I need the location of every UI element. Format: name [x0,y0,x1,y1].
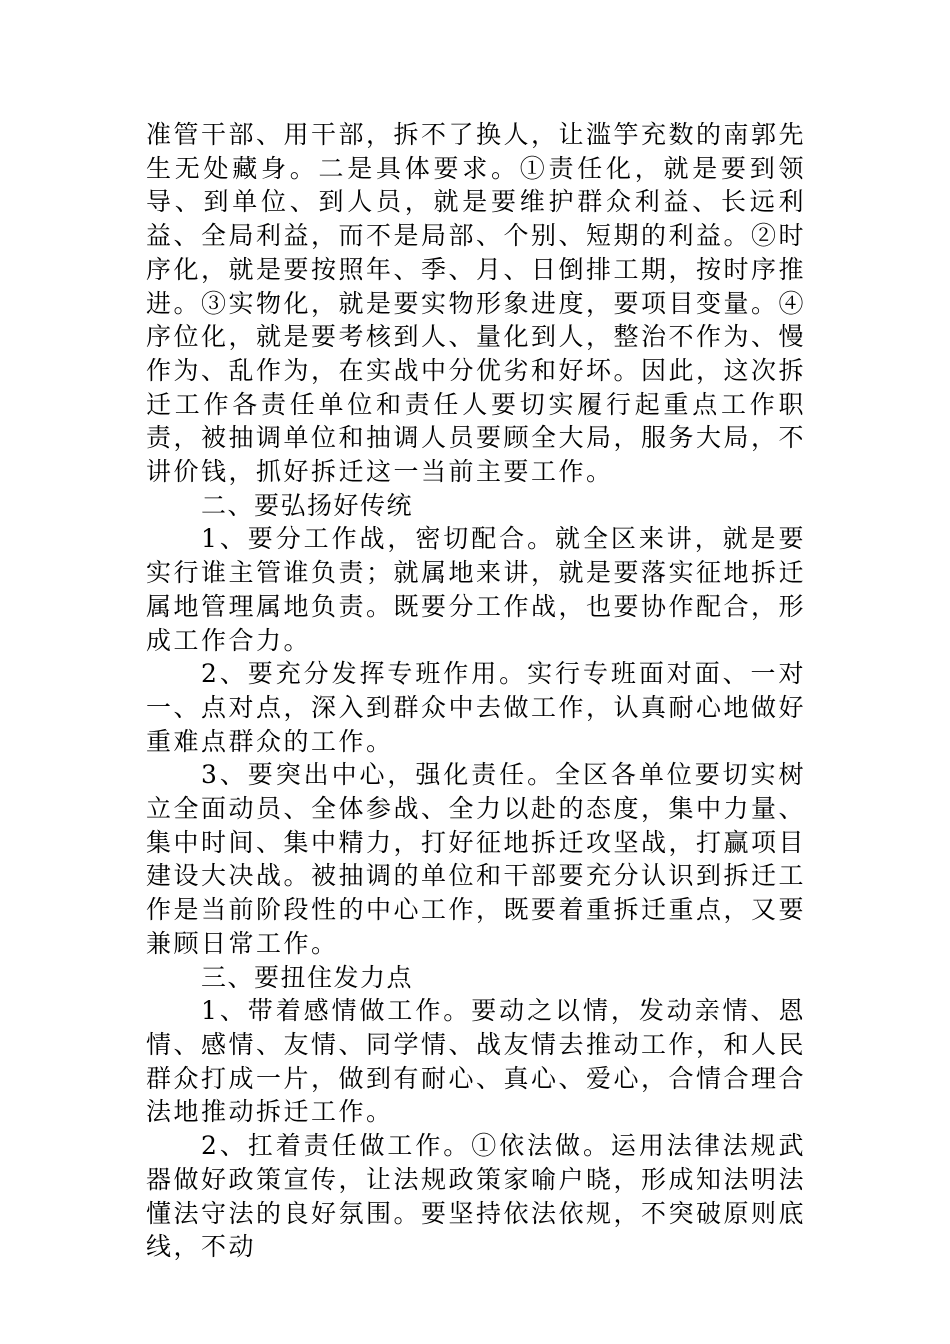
paragraph-continuation: 准管干部、用干部，拆不了换人，让滥竽充数的南郭先生无处藏身。二是具体要求。①责任化，就是要到领导、到单位、到人员，就是要维护群众利益、长远利益、全局利益，而不是局部、个别、短期的利益。②时序化，就是要按照年、季、月、日倒排工期，按时序推进。③实物化，就是要实物形象进度，要项目变量。④序位化，就是要考核到人、量化到人，整治不作为、慢作为、乱作为，在实战中分优劣和好坏。因此，这次拆迁工作各责任单位和责任人要切实履行起重点工作职责，被抽调单位和抽调人员要顾全大局，服务大局，不讲价钱，抓好拆迁这一当前主要工作。 [146,120,807,487]
paragraph-2-3: 3、要突出中心，强化责任。全区各单位要切实树立全面动员、全体参战、全力以赴的态度，集中力量、集中时间、集中精力，打好征地拆迁攻坚战，打赢项目建设大决战。被抽调的单位和干部要充分认识到拆迁工作是当前阶段性的中心工作，既要着重拆迁重点，又要兼顾日常工作。 [146,760,807,958]
paragraph-3-2: 2、扛着责任做工作。①依法做。运用法律法规武器做好政策宣传，让法规政策家喻户晓，形成知法明法懂法守法的良好氛围。要坚持依法依规，不突破原则底线，不动 [146,1131,807,1262]
paragraph-2-1: 1、要分工作战，密切配合。就全区来讲，就是要实行谁主管谁负责；就属地来讲，就是要落实征地拆迁属地管理属地负责。既要分工作战，也要协作配合，形成工作合力。 [146,524,807,655]
section-heading-2: 二、要弘扬好传统 [201,490,414,520]
paragraph-3-1: 1、带着感情做工作。要动之以情，发动亲情、恩情、感情、友情、同学情、战友情去推动工作，和人民群众打成一片，做到有耐心、真心、爱心，合情合理合法地推动拆迁工作。 [146,996,807,1127]
document-page [146,118,806,1264]
paragraph-2-2: 2、要充分发挥专班作用。实行专班面对面、一对一、点对点，深入到群众中去做工作，认真耐心地做好重难点群众的工作。 [146,659,807,756]
section-heading-3: 三、要扭住发力点 [201,962,414,992]
